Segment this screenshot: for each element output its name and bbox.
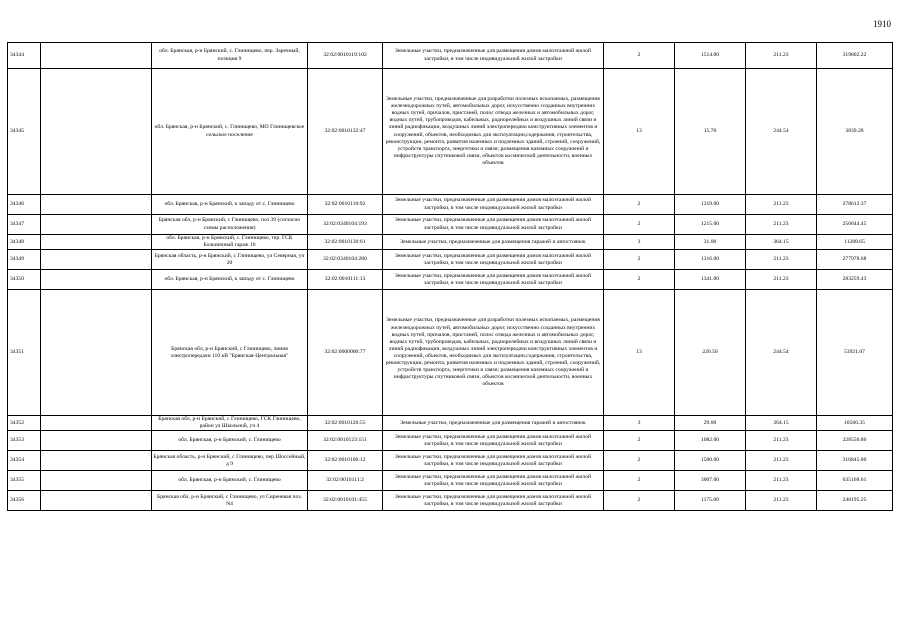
- group-code-cell: 3: [604, 235, 675, 250]
- group-code-cell: 2: [604, 491, 675, 511]
- cadastral-number-cell: 32:02:0010110:92: [308, 195, 383, 215]
- specific-value-cell: 211.23: [746, 451, 817, 471]
- cadastral-value-cell: 277978.68: [817, 250, 893, 270]
- address-cell: Брянская обл, р-н Брянский, с Глинищево, линия электропередачи 110 кВ "Брянская-Центральная": [152, 290, 308, 416]
- specific-value-cell: 364.15: [746, 235, 817, 250]
- cadastral-number-cell: 32:02:0010111:2: [308, 471, 383, 491]
- cadastral-value-cell: 11288.65: [817, 235, 893, 250]
- permitted-use-cell: Земельные участки, предназначенные для размещения гаражей и автостоянок: [383, 416, 604, 431]
- area-cell: 29.00: [675, 416, 746, 431]
- area-cell: 1215.00: [675, 215, 746, 235]
- cadastral-number-cell: 32:02:0000000:77: [308, 290, 383, 416]
- permitted-use-cell: Земельные участки, предназначенные для разработки полезных ископаемых, размещения железнодорожных путей, автомобильных дорог, искусственно созданных внутренних водных путей, причалов, пристаней, полос отвода железных и автомобильных дорог, водных путей, трубопроводов, кабельных, радиорелейных и воздушных линий связи и линий радиофикации, воздушных линий электропередачи конструктивных элементов и сооружений, объектов, необходимых для эксплуатации,содержания, строительства, реконструкции, ремонта, развития наземных и подземных зданий, строений, сооружений, устройств транспорта, энергетики и связи; размещения наземных сооружений и инфраструктуры спутниковой связи, объектов космической деятельности, военных объектов: [383, 69, 604, 195]
- blank-cell: [41, 491, 152, 511]
- table-row: [8, 451, 893, 471]
- record-number: 34346: [8, 195, 41, 215]
- blank-cell: [41, 69, 152, 195]
- table-row: [8, 290, 893, 416]
- record-number: 34356: [8, 491, 41, 511]
- record-number: 34355: [8, 471, 41, 491]
- area-cell: 1341.00: [675, 270, 746, 290]
- specific-value-cell: 211.23: [746, 250, 817, 270]
- permitted-use-cell: Земельные участки, предназначенные для размещения домов малоэтажной жилой застройки, в том числе индивидуальной жилой застройки: [383, 471, 604, 491]
- blank-cell: [41, 290, 152, 416]
- cadastral-value-cell: 228550.86: [817, 431, 893, 451]
- blank-cell: [41, 416, 152, 431]
- group-code-cell: 2: [604, 270, 675, 290]
- group-code-cell: 2: [604, 43, 675, 69]
- permitted-use-cell: Земельные участки, предназначенные для разработки полезных ископаемых, размещения железнодорожных путей, автомобильных дорог, искусственно созданных внутренних водных путей, причалов, пристаней, полос отвода железных и автомобильных дорог, водных путей, трубопроводов, кабельных, радиорелейных и воздушных линий связи и линий радиофикации, воздушных линий электропередачи конструктивных элементов и сооружений, объектов, необходимых для эксплуатации,содержания, строительства, реконструкции, ремонта, развития наземных и подземных зданий, строений, сооружений, устройств транспорта, энергетики и связи; размещения наземных сооружений и инфраструктуры спутниковой связи, объектов космической деятельности, военных объектов: [383, 290, 604, 416]
- permitted-use-cell: Земельные участки, предназначенные для размещения домов малоэтажной жилой застройки, в том числе индивидуальной жилой застройки: [383, 451, 604, 471]
- cadastral-value-cell: 283259.43: [817, 270, 893, 290]
- permitted-use-cell: Земельные участки, предназначенные для размещения домов малоэтажной жилой застройки, в том числе индивидуальной жилой застройки: [383, 43, 604, 69]
- group-code-cell: 2: [604, 451, 675, 471]
- register-body: [8, 43, 893, 511]
- record-number: 34344: [8, 43, 41, 69]
- table-row: [8, 491, 893, 511]
- permitted-use-cell: Земельные участки, предназначенные для размещения домов малоэтажной жилой застройки, в том числе индивидуальной жилой застройки: [383, 195, 604, 215]
- permitted-use-cell: Земельные участки, предназначенные для размещения домов малоэтажной жилой застройки, в том числе индивидуальной жилой застройки: [383, 250, 604, 270]
- specific-value-cell: 211.23: [746, 471, 817, 491]
- group-code-cell: 2: [604, 471, 675, 491]
- cadastral-value-cell: 10560.35: [817, 416, 893, 431]
- record-number: 34348: [8, 235, 41, 250]
- specific-value-cell: 211.23: [746, 431, 817, 451]
- record-number: 34353: [8, 431, 41, 451]
- specific-value-cell: 211.23: [746, 270, 817, 290]
- page-number: 1910: [873, 19, 891, 29]
- table-row: [8, 431, 893, 451]
- group-code-cell: 3: [604, 416, 675, 431]
- cadastral-number-cell: 32:02:0340104:193: [308, 215, 383, 235]
- record-number: 34351: [8, 290, 41, 416]
- blank-cell: [41, 195, 152, 215]
- cadastral-number-cell: 32:02:0010119:102: [308, 43, 383, 69]
- address-cell: обл. Брянская, р-н Брянский, к западу от с. Глинищево: [152, 195, 308, 215]
- cadastral-value-cell: 3839.28: [817, 69, 893, 195]
- record-number: 34352: [8, 416, 41, 431]
- specific-value-cell: 211.23: [746, 43, 817, 69]
- record-number: 34350: [8, 270, 41, 290]
- permitted-use-cell: Земельные участки, предназначенные для размещения домов малоэтажной жилой застройки, в том числе индивидуальной жилой застройки: [383, 431, 604, 451]
- group-code-cell: 2: [604, 195, 675, 215]
- area-cell: 31.00: [675, 235, 746, 250]
- area-cell: 1316.00: [675, 250, 746, 270]
- address-cell: Брянская область, р-н Брянский, с Глинищево, ул Северная, уч 20: [152, 250, 308, 270]
- address-cell: обл. Брянская, р-н Брянский, с. Глинищево: [152, 431, 308, 451]
- table-row: [8, 416, 893, 431]
- cadastral-number-cell: 32:02:0010132:47: [308, 69, 383, 195]
- address-cell: Брянская обл, р-н Брянский, с Глинищево, ул Сиреневая поз. N4: [152, 491, 308, 511]
- blank-cell: [41, 215, 152, 235]
- cadastral-number-cell: 32:02:0010130:61: [308, 235, 383, 250]
- permitted-use-cell: Земельные участки, предназначенные для размещения домов малоэтажной жилой застройки, в том числе индивидуальной жилой застройки: [383, 215, 604, 235]
- table-row: [8, 43, 893, 69]
- permitted-use-cell: Земельные участки, предназначенные для размещения домов малоэтажной жилой застройки, в том числе индивидуальной жилой застройки: [383, 270, 604, 290]
- address-cell: Брянская обл, р-н Брянский, с Глинищево, поз 39 (согласно схемы расположения): [152, 215, 308, 235]
- table-row: [8, 471, 893, 491]
- area-cell: 1500.00: [675, 451, 746, 471]
- group-code-cell: 13: [604, 69, 675, 195]
- cadastral-number-cell: 32:02:0010111:13: [308, 270, 383, 290]
- record-number: 34347: [8, 215, 41, 235]
- area-cell: 15.70: [675, 69, 746, 195]
- address-cell: обл. Брянская, р-н Брянский, с. Глинищево, пер. Заречный, позиция 9: [152, 43, 308, 69]
- address-cell: обл. Брянская, р-н Брянский, с. Глинищево, тер. ГСК Больничный гараж 16: [152, 235, 308, 250]
- blank-cell: [41, 451, 152, 471]
- cadastral-number-cell: 32:02:0010126:55: [308, 416, 383, 431]
- area-cell: 3007.00: [675, 471, 746, 491]
- blank-cell: [41, 250, 152, 270]
- record-number: 34349: [8, 250, 41, 270]
- specific-value-cell: 244.54: [746, 290, 817, 416]
- address-cell: Брянская область, р-н Брянский, с Глинищево, пер Шоссейный, д 9: [152, 451, 308, 471]
- table-row: [8, 235, 893, 250]
- area-cell: 1514.00: [675, 43, 746, 69]
- area-cell: 1319.00: [675, 195, 746, 215]
- cadastral-value-cell: 248195.25: [817, 491, 893, 511]
- specific-value-cell: 364.15: [746, 416, 817, 431]
- table-row: [8, 215, 893, 235]
- land-register-table: [7, 42, 893, 511]
- record-number: 34354: [8, 451, 41, 471]
- blank-cell: [41, 431, 152, 451]
- permitted-use-cell: Земельные участки, предназначенные для размещения домов малоэтажной жилой застройки, в том числе индивидуальной жилой застройки: [383, 491, 604, 511]
- blank-cell: [41, 270, 152, 290]
- record-number: 34345: [8, 69, 41, 195]
- group-code-cell: 13: [604, 290, 675, 416]
- cadastral-value-cell: 278612.37: [817, 195, 893, 215]
- area-cell: 1175.00: [675, 491, 746, 511]
- area-cell: 1082.00: [675, 431, 746, 451]
- cadastral-value-cell: 635168.61: [817, 471, 893, 491]
- address-cell: обл. Брянская, р-н Брянский, с. Глинищево: [152, 471, 308, 491]
- permitted-use-cell: Земельные участки, предназначенные для размещения гаражей и автостоянок: [383, 235, 604, 250]
- cadastral-value-cell: 316845.00: [817, 451, 893, 471]
- group-code-cell: 2: [604, 215, 675, 235]
- address-cell: обл. Брянская, р-н Брянский, с. Глинищево, МО Глинищевское сельское поселение: [152, 69, 308, 195]
- table-row: [8, 69, 893, 195]
- table-row: [8, 270, 893, 290]
- blank-cell: [41, 471, 152, 491]
- cadastral-value-cell: 256644.45: [817, 215, 893, 235]
- table-row: [8, 250, 893, 270]
- address-cell: Брянская обл, р-н Брянский, с Глинищево, ГСК Глинищево, район ул Школьной, уч 4: [152, 416, 308, 431]
- cadastral-value-cell: 319802.22: [817, 43, 893, 69]
- group-code-cell: 2: [604, 250, 675, 270]
- cadastral-number-cell: 32:02:0340104:280: [308, 250, 383, 270]
- group-code-cell: 2: [604, 431, 675, 451]
- address-cell: обл. Брянская, р-н Брянский, к западу от с. Глинищево: [152, 270, 308, 290]
- cadastral-number-cell: 32:02:0010123:151: [308, 431, 383, 451]
- specific-value-cell: 244.54: [746, 69, 817, 195]
- specific-value-cell: 211.23: [746, 491, 817, 511]
- blank-cell: [41, 43, 152, 69]
- cadastral-number-cell: 32:02:0010101:455: [308, 491, 383, 511]
- area-cell: 220.50: [675, 290, 746, 416]
- specific-value-cell: 211.23: [746, 215, 817, 235]
- table-row: [8, 195, 893, 215]
- cadastral-value-cell: 53921.07: [817, 290, 893, 416]
- blank-cell: [41, 235, 152, 250]
- cadastral-number-cell: 32:02:0010106:12: [308, 451, 383, 471]
- specific-value-cell: 211.23: [746, 195, 817, 215]
